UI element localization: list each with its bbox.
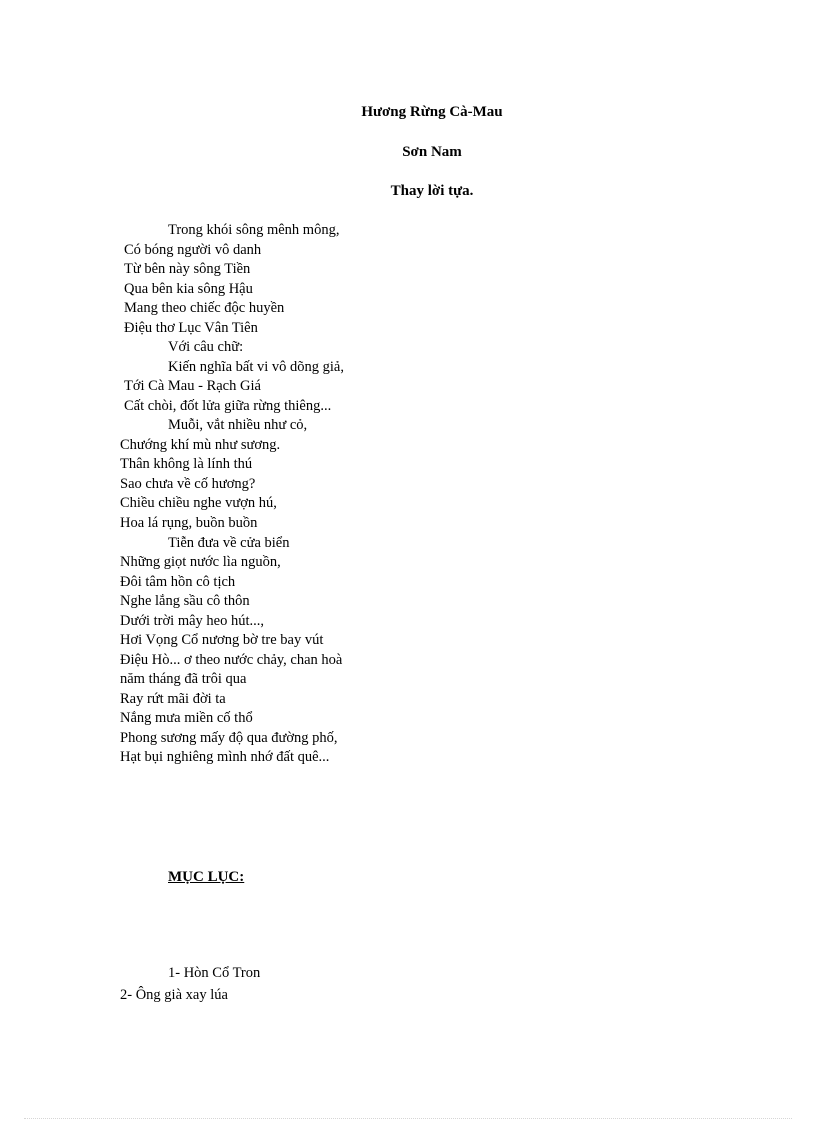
toc-item[interactable]: 1- Hòn Cổ Tron bbox=[168, 965, 261, 981]
poem-line: Với câu chữ: bbox=[168, 339, 244, 355]
poem-line: Điệu thơ Lục Vân Tiên bbox=[124, 320, 258, 336]
document-author: Sơn Nam bbox=[402, 144, 462, 160]
poem-line: Nghe lắng sầu cô thôn bbox=[120, 593, 250, 609]
toc-item[interactable]: 2- Ông già xay lúa bbox=[120, 987, 228, 1003]
preface-heading: Thay lời tựa. bbox=[390, 183, 474, 199]
poem-line: Tới Cà Mau - Rạch Giá bbox=[124, 378, 261, 394]
poem-line: Muỗi, vắt nhiều như cỏ, bbox=[168, 417, 308, 433]
poem-line: Sao chưa về cố hương? bbox=[120, 476, 256, 492]
poem-line: Nắng mưa miền cố thổ bbox=[120, 710, 253, 726]
poem-line: Hơi Vọng Cổ nương bờ tre bay vút bbox=[120, 632, 324, 648]
poem-line: Ray rứt mãi đời ta bbox=[120, 691, 226, 707]
toc-heading: MỤC LỤC: bbox=[168, 869, 245, 885]
page-bottom-divider bbox=[24, 1118, 792, 1119]
poem-line: Chướng khí mù như sương. bbox=[120, 437, 281, 453]
poem-line: Thân không là lính thú bbox=[120, 456, 253, 472]
poem-line: năm tháng đã trôi qua bbox=[120, 671, 247, 687]
poem-line: Hạt bụi nghiêng mình nhớ đất quê... bbox=[120, 749, 330, 765]
document-title: Hương Rừng Cà-Mau bbox=[361, 104, 503, 120]
poem-line: Có bóng người vô danh bbox=[124, 242, 262, 258]
poem-line: Trong khói sông mênh mông, bbox=[168, 222, 340, 238]
poem-line: Qua bên kia sông Hậu bbox=[124, 281, 253, 297]
poem-line: Đôi tâm hồn cô tịch bbox=[120, 574, 236, 590]
poem-line: Phong sương mấy độ qua đường phố, bbox=[120, 730, 338, 746]
poem-line: Chiều chiều nghe vượn hú, bbox=[120, 495, 277, 511]
poem-line: Mang theo chiếc độc huyền bbox=[124, 300, 285, 316]
poem-line: Từ bên này sông Tiền bbox=[124, 261, 251, 277]
poem-line: Cất chòi, đốt lửa giữa rừng thiêng... bbox=[124, 398, 332, 414]
poem-line: Dưới trời mây heo hút..., bbox=[120, 613, 265, 629]
poem-line: Kiến nghĩa bất vi vô dõng giả, bbox=[168, 359, 344, 375]
poem-line: Điệu Hò... ơ theo nước chảy, chan hoà bbox=[120, 652, 343, 668]
poem-line: Những giọt nước lìa nguồn, bbox=[120, 554, 281, 570]
poem-line: Hoa lá rụng, buồn buồn bbox=[120, 515, 258, 531]
poem-line: Tiễn đưa về cửa biển bbox=[168, 535, 290, 551]
